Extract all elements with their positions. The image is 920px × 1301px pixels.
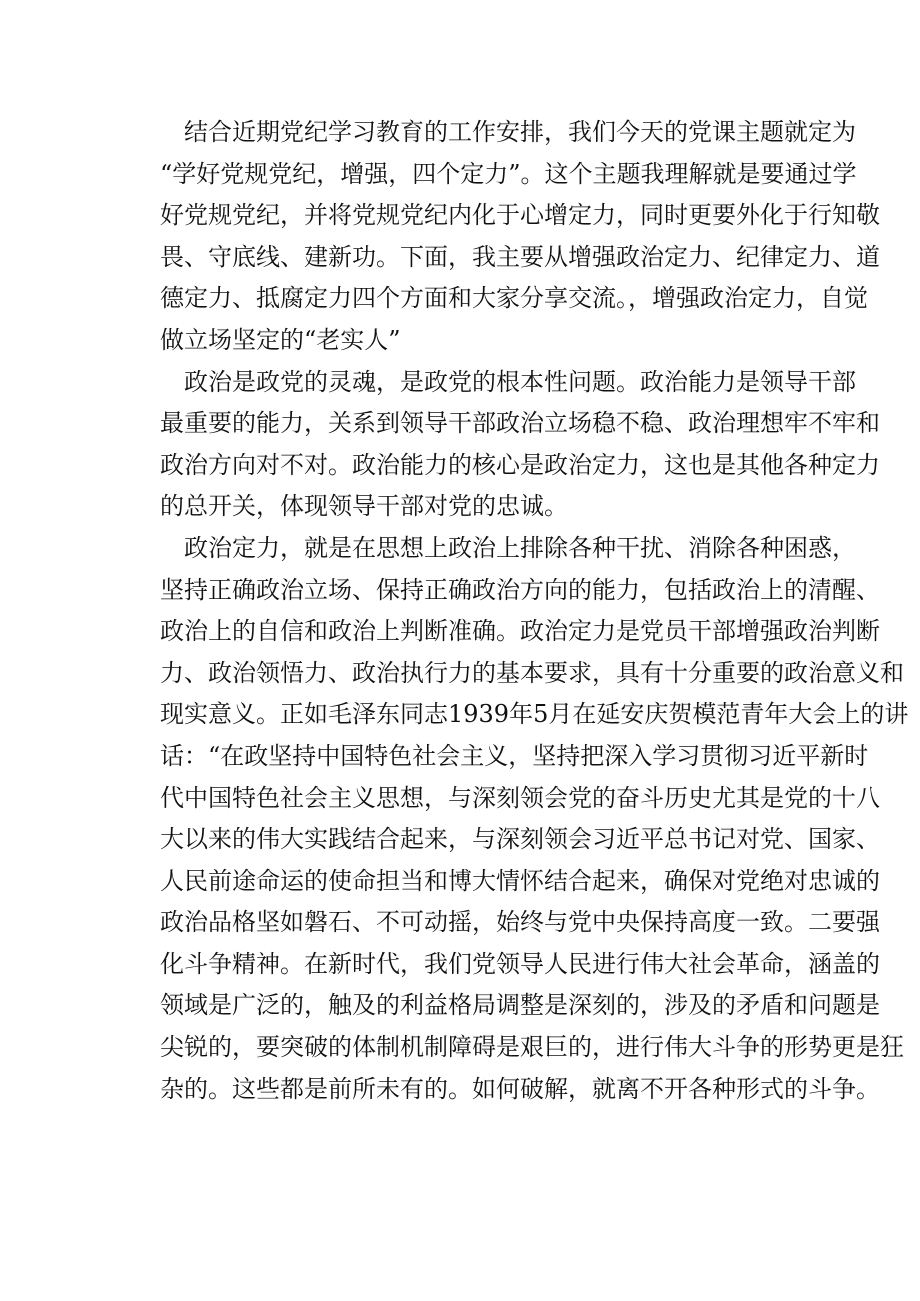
text-line: 德定力、抵腐定力四个方面和大家分享交流。，增强政治定力，自觉 xyxy=(160,284,868,313)
text-line: 的总开关，体现领导干部对党的忠诚。 xyxy=(160,492,568,521)
text-line: 最重要的能力，关系到领导干部政治立场稳不稳、政治理想牢不牢和 xyxy=(160,409,880,438)
paragraph-2 xyxy=(160,362,880,528)
text-line: 政治是政党的灵魂，是政党的根本性问题。政治能力是领导干部 xyxy=(184,367,856,396)
text-line: 政治品格坚如磐石、不可动摇，始终与党中央保持高度一致。二要强 xyxy=(160,908,880,937)
text-line: 现实意义。正如毛泽东同志1939年5月在延安庆贺模范青年大会上的讲 xyxy=(160,700,909,729)
text-line: 政治方向对不对。政治能力的核心是政治定力，这也是其他各种定力 xyxy=(160,450,880,479)
text-line: 畏、守底线、建新功。下面，我主要从增强政治定力、纪律定力、道 xyxy=(160,242,880,271)
text-line: 话：“在政坚持中国特色社会主义，坚持把深入学习贯彻习近平新时 xyxy=(160,741,869,770)
text-line: 好党规党纪，并将党规党纪内化于心增定力，同时更要外化于行知敬 xyxy=(160,201,880,230)
text-line: 政治上的自信和政治上判断准确。政治定力是党员干部增强政治判断 xyxy=(160,617,880,646)
text-line: 结合近期党纪学习教育的工作安排，我们今天的党课主题就定为 xyxy=(184,118,856,146)
paragraph-1 xyxy=(160,112,880,362)
text-line: 代中国特色社会主义思想，与深刻领会党的奋斗历史尤其是党的十八 xyxy=(160,783,880,812)
text-line: 大以来的伟大实践结合起来，与深刻领会习近平总书记对党、国家、 xyxy=(160,825,880,854)
text-line: 力、政治领悟力、政治执行力的基本要求，具有十分重要的政治意义和 xyxy=(160,658,904,687)
text-line: 杂的。这些都是前所未有的。如何破解，就离不开各种形式的斗争。 xyxy=(160,1074,880,1103)
text-line: “学好党规党纪，增强，四个定力”。这个主题我理解就是要通过学 xyxy=(160,159,857,188)
text-line: 政治定力，就是在思想上政治上排除各种干扰、消除各种困惑， xyxy=(184,533,856,562)
document-body xyxy=(160,112,909,1110)
paragraph-3 xyxy=(160,528,909,1110)
text-line: 化斗争精神。在新时代，我们党领导人民进行伟大社会革命，涵盖的 xyxy=(160,949,880,978)
text-line: 人民前途命运的使命担当和博大情怀结合起来，确保对党绝对忠诚的 xyxy=(160,866,880,895)
text-line: 领域是广泛的，触及的利益格局调整是深刻的，涉及的矛盾和问题是 xyxy=(160,991,880,1020)
text-line: 尖锐的，要突破的体制机制障碍是艰巨的，进行伟大斗争的形势更是狂 xyxy=(160,1033,904,1062)
text-line: 坚持正确政治立场、保持正确政治方向的能力，包括政治上的清醒、 xyxy=(160,575,880,604)
text-line: 做立场坚定的“老实人” xyxy=(160,325,401,354)
